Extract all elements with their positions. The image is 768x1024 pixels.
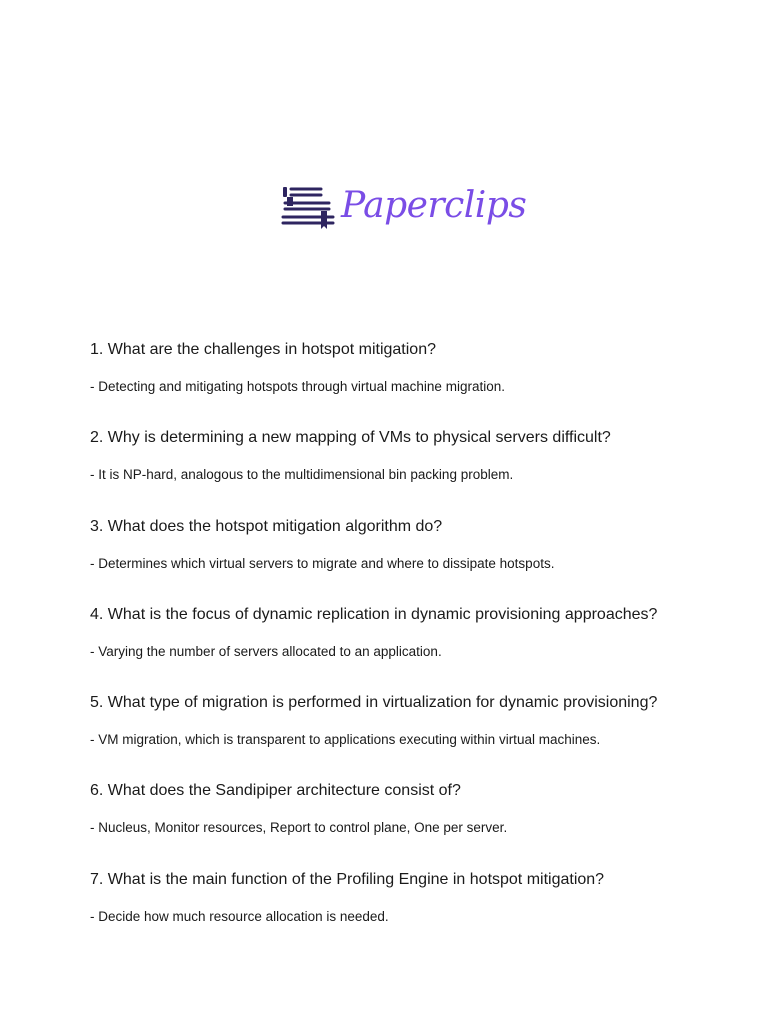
answer-text: - Decide how much resource allocation is needed.	[90, 908, 389, 924]
qa-item	[90, 693, 730, 781]
question-text: 6. What does the Sandipiper architecture consist of?	[90, 782, 461, 800]
answer-text: - Varying the number of servers allocated to an application.	[90, 643, 442, 659]
answer-text: - Determines which virtual servers to migrate and where to dissipate hotspots.	[90, 555, 555, 571]
qa-item	[90, 340, 730, 428]
answer-text: - It is NP-hard, analogous to the multidimensional bin packing problem.	[90, 467, 514, 483]
paperclips-logo	[281, 183, 526, 233]
qa-item	[90, 781, 730, 869]
qa-list	[90, 340, 730, 958]
question-text: 7. What is the main function of the Profiling Engine in hotspot mitigation?	[90, 870, 605, 888]
answer-text: - Nucleus, Monitor resources, Report to control plane, One per server.	[90, 820, 508, 836]
qa-item	[90, 517, 730, 605]
question-text: 4. What is the focus of dynamic replication in dynamic provisioning approaches?	[90, 605, 658, 623]
answer-text: - VM migration, which is transparent to applications executing within virtual machines.	[90, 732, 601, 748]
question-text: 1. What are the challenges in hotspot mitigation?	[90, 341, 436, 358]
question-text: 5. What type of migration is performed in virtualization for dynamic provisioning?	[90, 694, 658, 712]
qa-item	[90, 428, 730, 516]
brand-name: Paperclips	[341, 185, 527, 226]
stacked-books-icon	[281, 183, 335, 233]
answer-text: - Detecting and mitigating hotspots through virtual machine migration.	[90, 379, 505, 394]
qa-item	[90, 605, 730, 693]
question-text: 3. What does the hotspot mitigation algorithm do?	[90, 517, 443, 535]
qa-item	[90, 870, 730, 958]
question-text: 2. Why is determining a new mapping of VMs to physical servers difficult?	[90, 429, 611, 447]
